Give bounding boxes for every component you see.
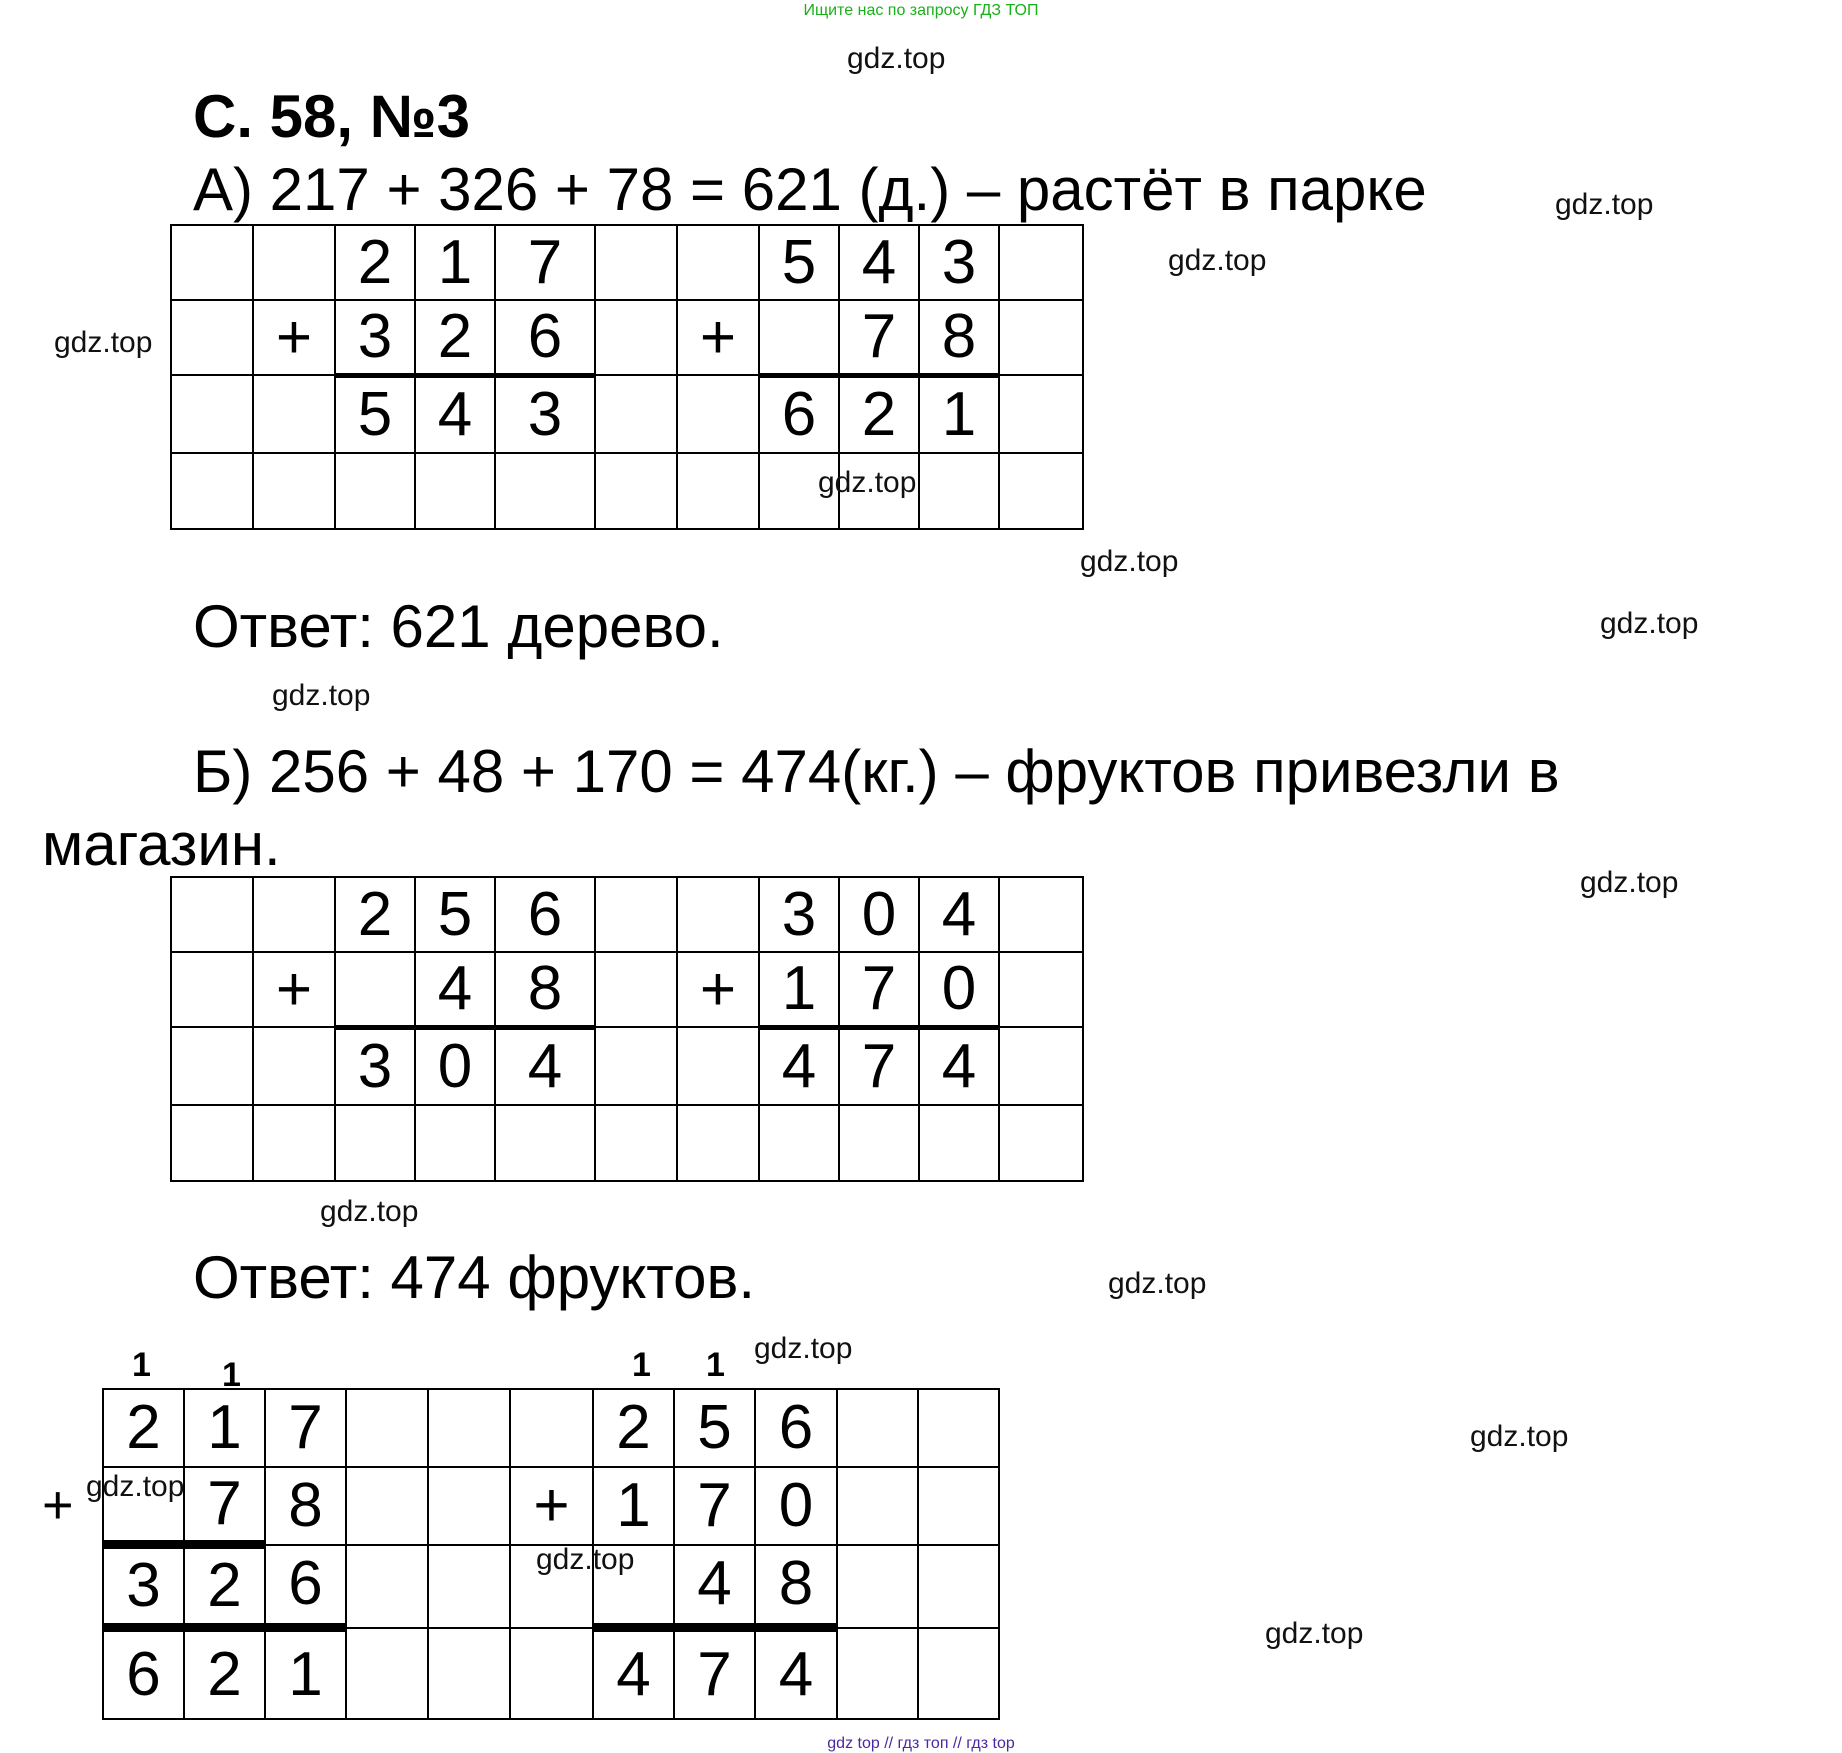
grid-cell	[677, 453, 759, 529]
grid-cell	[595, 453, 677, 529]
grid-cell: 4	[759, 1027, 839, 1105]
grid-cell	[428, 1628, 510, 1719]
watermark: gdz.top	[320, 1195, 419, 1228]
grid-cell: 4	[593, 1628, 674, 1719]
grid-cell	[759, 1105, 839, 1181]
grid-cell	[428, 1389, 510, 1467]
grid-cell: 4	[839, 225, 919, 300]
grid-cell: 4	[919, 877, 999, 952]
answer-a: Ответ: 621 дерево.	[193, 593, 724, 660]
top-banner: Ищите нас по запросу ГДЗ ТОП	[803, 2, 1039, 19]
grid-cell	[335, 1105, 415, 1181]
grid-cell: 4	[415, 952, 495, 1027]
grid-cell	[415, 453, 495, 529]
grid-cell	[999, 453, 1083, 529]
grid-cell: 6	[495, 877, 595, 952]
grid-cell	[346, 1389, 428, 1467]
grid-cell	[171, 225, 253, 300]
grid-cell	[171, 1027, 253, 1105]
grid-cell: 7	[674, 1628, 755, 1719]
watermark: gdz.top	[754, 1332, 853, 1365]
watermark: gdz.top	[1168, 244, 1267, 277]
watermark: gdz.top	[1265, 1617, 1364, 1650]
grid-cell: 3	[335, 1027, 415, 1105]
grid-cell: 0	[919, 952, 999, 1027]
grid-cell	[335, 952, 415, 1027]
grid-cell: 3	[919, 225, 999, 300]
grid-cell: +	[253, 300, 335, 375]
grid-cell: 7	[839, 1027, 919, 1105]
grid-cell: 1	[919, 375, 999, 453]
grid-cell: 2	[335, 877, 415, 952]
grid-cell: 4	[755, 1628, 837, 1719]
watermark: gdz.top	[1080, 545, 1179, 578]
grid-cell	[595, 300, 677, 375]
grid-cell: 1	[593, 1467, 674, 1545]
grid-cell: 4	[415, 375, 495, 453]
grid-cell	[677, 375, 759, 453]
grid-cell: 4	[674, 1545, 755, 1628]
grid-cell: +	[253, 952, 335, 1027]
carry-digit: 1	[632, 1346, 651, 1384]
column-addition-grid-a	[170, 224, 1084, 530]
page-title: С. 58, №3	[193, 83, 471, 150]
grid-cell	[999, 1105, 1083, 1181]
grid-cell: 1	[759, 952, 839, 1027]
watermark: gdz.top	[536, 1543, 635, 1576]
carry-digit: 1	[222, 1356, 241, 1394]
grid-cell	[759, 300, 839, 375]
grid-cell: 7	[265, 1389, 346, 1467]
grid-cell: 0	[415, 1027, 495, 1105]
grid-cell	[919, 453, 999, 529]
grid-cell	[677, 225, 759, 300]
grid-cell: 4	[919, 1027, 999, 1105]
task-b-text-line2: магазин.	[42, 811, 281, 878]
grid-cell: 1	[184, 1389, 265, 1467]
grid-cell: +	[510, 1467, 593, 1545]
grid-cell	[346, 1545, 428, 1628]
footer-text: gdz top // гдз топ // гдз top	[827, 1735, 1015, 1752]
grid-cell: 3	[335, 300, 415, 375]
grid-cell: 3	[759, 877, 839, 952]
task-a-text: А) 217 + 326 + 78 = 621 (д.) – растёт в парке	[193, 156, 1427, 223]
grid-cell: 5	[415, 877, 495, 952]
grid-cell	[918, 1389, 999, 1467]
grid-cell	[999, 1027, 1083, 1105]
grid-cell: 5	[759, 225, 839, 300]
grid-cell	[253, 1105, 335, 1181]
grid-cell: 7	[839, 300, 919, 375]
grid-cell	[999, 300, 1083, 375]
watermark: gdz.top	[818, 466, 917, 499]
grid-cell	[428, 1545, 510, 1628]
grid-cell: 2	[593, 1389, 674, 1467]
grid-cell	[999, 375, 1083, 453]
grid-cell	[510, 1389, 593, 1467]
watermark: gdz.top	[54, 326, 153, 359]
grid-cell	[918, 1545, 999, 1628]
grid-cell	[837, 1389, 918, 1467]
grid-cell: 1	[265, 1628, 346, 1719]
grid-cell	[595, 877, 677, 952]
grid-cell	[253, 877, 335, 952]
grid-cell: 7	[495, 225, 595, 300]
watermark: gdz.top	[86, 1470, 185, 1503]
grid-cell: 7	[184, 1467, 265, 1545]
grid-cell: +	[677, 952, 759, 1027]
grid-cell	[171, 1105, 253, 1181]
watermark: gdz.top	[847, 42, 946, 75]
grid-cell	[595, 375, 677, 453]
grid-cell	[415, 1105, 495, 1181]
grid-cell	[837, 1467, 918, 1545]
grid-cell	[253, 375, 335, 453]
grid-cell	[428, 1467, 510, 1545]
grid-cell: 3	[103, 1545, 184, 1628]
grid-cell: 2	[415, 300, 495, 375]
watermark: gdz.top	[1600, 607, 1699, 640]
grid-cell: 2	[839, 375, 919, 453]
column-addition-grid-b	[170, 876, 1084, 1182]
grid-cell	[677, 1027, 759, 1105]
grid-cell: 6	[495, 300, 595, 375]
carry-digit: 1	[706, 1346, 725, 1384]
grid-cell	[999, 877, 1083, 952]
grid-cell: 5	[674, 1389, 755, 1467]
grid-cell	[495, 453, 595, 529]
task-b-text-line1: Б) 256 + 48 + 170 = 474(кг.) – фруктов привезли в	[193, 738, 1560, 805]
grid-cell	[253, 225, 335, 300]
plus-sign: +	[42, 1475, 74, 1535]
grid-cell	[171, 375, 253, 453]
grid-cell: +	[677, 300, 759, 375]
grid-cell: 6	[759, 375, 839, 453]
grid-cell: 0	[755, 1467, 837, 1545]
grid-cell	[839, 1105, 919, 1181]
grid-cell: 2	[335, 225, 415, 300]
grid-cell: 8	[495, 952, 595, 1027]
grid-cell: 8	[755, 1545, 837, 1628]
grid-cell	[495, 1105, 595, 1181]
grid-cell	[346, 1467, 428, 1545]
grid-cell: 0	[839, 877, 919, 952]
grid-cell	[918, 1467, 999, 1545]
watermark: gdz.top	[272, 679, 371, 712]
grid-cell: 1	[415, 225, 495, 300]
grid-cell	[919, 1105, 999, 1181]
grid-cell	[171, 952, 253, 1027]
grid-cell	[253, 453, 335, 529]
grid-cell	[837, 1628, 918, 1719]
grid-cell	[999, 952, 1083, 1027]
grid-cell: 7	[674, 1467, 755, 1545]
grid-cell	[595, 1105, 677, 1181]
grid-cell	[595, 952, 677, 1027]
grid-cell: 2	[184, 1545, 265, 1628]
watermark: gdz.top	[1470, 1420, 1569, 1453]
grid-cell: 8	[265, 1467, 346, 1545]
grid-cell: 4	[495, 1027, 595, 1105]
grid-cell	[346, 1628, 428, 1719]
grid-cell: 6	[755, 1389, 837, 1467]
grid-cell	[171, 300, 253, 375]
grid-cell: 6	[103, 1628, 184, 1719]
grid-cell	[253, 1027, 335, 1105]
grid-cell	[677, 1105, 759, 1181]
answer-b: Ответ: 474 фруктов.	[193, 1244, 756, 1311]
grid-cell	[918, 1628, 999, 1719]
grid-cell: 7	[839, 952, 919, 1027]
grid-cell: 2	[184, 1628, 265, 1719]
grid-cell	[335, 453, 415, 529]
grid-cell: 8	[919, 300, 999, 375]
grid-cell	[510, 1628, 593, 1719]
watermark: gdz.top	[1555, 188, 1654, 221]
grid-cell: 6	[265, 1545, 346, 1628]
grid-cell	[171, 877, 253, 952]
grid-cell	[595, 225, 677, 300]
grid-cell	[837, 1545, 918, 1628]
watermark: gdz.top	[1108, 1267, 1207, 1300]
grid-cell: 5	[335, 375, 415, 453]
carry-digit: 1	[132, 1346, 151, 1384]
grid-cell	[595, 1027, 677, 1105]
grid-cell	[171, 453, 253, 529]
grid-cell	[999, 225, 1083, 300]
grid-cell	[677, 877, 759, 952]
grid-cell: 3	[495, 375, 595, 453]
watermark: gdz.top	[1580, 866, 1679, 899]
grid-cell: 2	[103, 1389, 184, 1467]
